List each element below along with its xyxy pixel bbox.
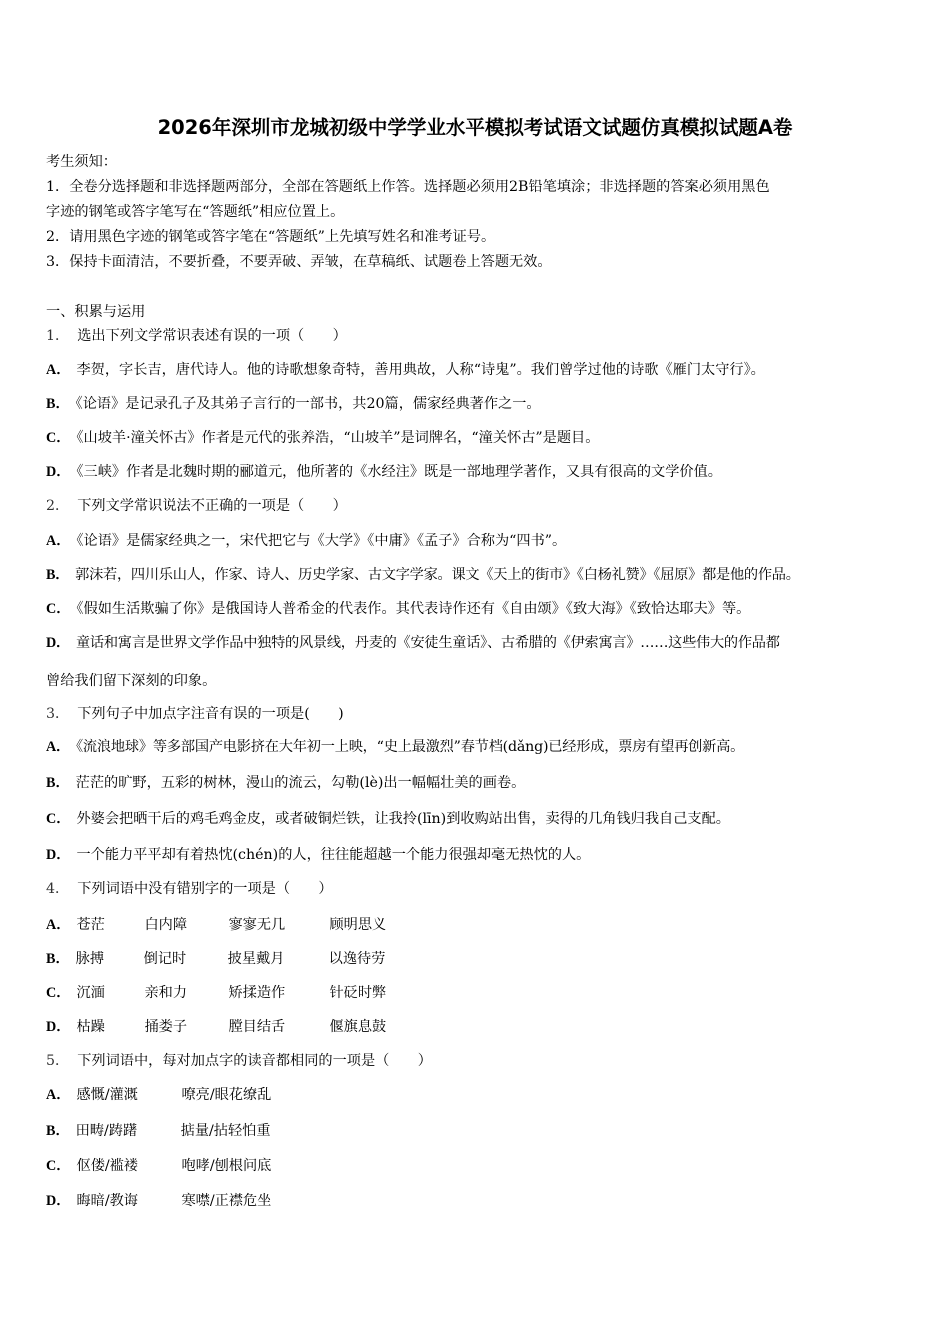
option-letter: A． [46, 917, 71, 933]
option-letter: C． [46, 811, 71, 827]
notice-item-1-line-1: 1．全卷分选择题和非选择题两部分，全部在答题纸上作答。选择题必须用2B铅笔填涂；非选择题的答案必须用黑色 [46, 179, 770, 195]
option-word: 偃旗息鼓 [329, 1019, 387, 1035]
option-word: 白内障 [144, 917, 188, 933]
question-number: 1． [46, 328, 70, 344]
question-4-option-a [46, 916, 386, 934]
option-word: 脉搏 [75, 951, 105, 967]
notice-heading: 考生须知： [46, 154, 117, 170]
question-1-option-d [46, 463, 722, 481]
question-2-option-d [46, 634, 780, 652]
option-word: 膛目结舌 [228, 1019, 286, 1035]
option-pair: 田畴/踌躇 [75, 1123, 138, 1139]
question-1-stem [46, 327, 347, 345]
option-pair: 伛偻/褴褛 [76, 1158, 138, 1174]
option-letter: C． [46, 601, 71, 617]
option-word: 顾明思义 [329, 917, 387, 933]
option-letter: A． [46, 533, 71, 549]
notice-item-1-line-2: 字迹的钢笔或答字笔写在“答题纸”相应位置上。 [46, 204, 345, 220]
option-word: 倒记时 [143, 951, 187, 967]
option-pair: 嘹亮/眼花缭乱 [181, 1087, 272, 1103]
option-word: 亲和力 [144, 985, 188, 1001]
option-letter: D． [46, 464, 71, 480]
option-pair: 晦暗/教诲 [76, 1193, 138, 1209]
option-text: 外婆会把晒干后的鸡毛鸡金皮，或者破铜烂铁，让我拎(līn)到收购站出售，卖得的几角钱归我自己支配。 [76, 811, 730, 827]
question-3-option-d [46, 846, 590, 864]
question-3-option-c [46, 810, 730, 828]
option-letter: D． [46, 847, 71, 863]
question-2-option-c [46, 600, 750, 618]
option-text: 《三峡》作者是北魏时期的郦道元，他所著的《水经注》既是一部地理学著作，又具有很高的文学价值。 [76, 464, 722, 480]
question-number: 5． [46, 1053, 70, 1069]
option-letter: C． [46, 1158, 71, 1174]
question-text: 下列文学常识说法不正确的一项是（ ） [77, 498, 347, 514]
question-5-option-b [46, 1122, 271, 1140]
question-5-option-d [46, 1192, 271, 1210]
question-1-option-a [46, 361, 765, 379]
option-word: 枯躁 [76, 1019, 105, 1035]
option-word: 以逸待劳 [328, 951, 386, 967]
section-heading: 一、积累与运用 [46, 304, 146, 320]
question-4-option-d [46, 1018, 386, 1036]
option-letter: A． [46, 739, 71, 755]
option-letter: B． [46, 951, 70, 967]
question-2-option-a [46, 532, 566, 550]
option-text: 童话和寓言是世界文学作品中独特的风景线，丹麦的《安徒生童话》、古希腊的《伊索寓言》……这些伟大的作品都 [75, 635, 780, 651]
option-text: 茫茫的旷野，五彩的树林，漫山的流云，勾勒(lè)出一幅幅壮美的画卷。 [75, 775, 526, 791]
question-5-option-a [46, 1086, 271, 1104]
option-letter: A． [46, 362, 71, 378]
question-4-stem [46, 880, 333, 898]
option-word: 针砭时弊 [329, 985, 387, 1001]
option-pair: 感慨/灌溉 [76, 1087, 138, 1103]
option-word: 捅娄子 [144, 1019, 188, 1035]
option-text: 《流浪地球》等多部国产电影挤在大年初一上映，“史上最激烈”春节档(dǎng)已经形成，票房有望再创新高。 [76, 739, 745, 755]
question-3-stem [46, 705, 344, 723]
option-letter: C． [46, 985, 71, 1001]
option-word: 沉湎 [76, 985, 105, 1001]
option-letter: B． [46, 567, 70, 583]
notice-item-2: 2．请用黑色字迹的钢笔或答字笔在“答题纸”上先填写姓名和准考证号。 [46, 229, 496, 245]
question-2-option-b [46, 566, 800, 584]
option-text: 《山坡羊·潼关怀古》作者是元代的张养浩，“山坡羊”是词牌名，“潼关怀古”是题目。 [76, 430, 600, 446]
option-text: 李贺，字长吉，唐代诗人。他的诗歌想象奇特，善用典故，人称“诗鬼”。我们曾学过他的诗歌《雁门太守行》。 [76, 362, 765, 378]
option-letter: D． [46, 635, 70, 651]
question-3-option-a [46, 738, 744, 756]
question-text: 下列句子中加点字注音有误的一项是( ) [77, 706, 344, 722]
option-text: 郭沫若，四川乐山人，作家、诗人、历史学家、古文字学家。课文《天上的街市》《白杨礼赞》《屈原》都是他的作品。 [75, 567, 800, 583]
option-text: 《论语》是儒家经典之一，宋代把它与《大学》《中庸》《孟子》合称为“四书”。 [76, 533, 567, 549]
option-pair: 咆哮/刨根问底 [181, 1158, 272, 1174]
question-5-stem [46, 1052, 432, 1070]
option-word: 苍茫 [76, 917, 105, 933]
option-pair: 寒噤/正襟危坐 [181, 1193, 272, 1209]
question-3-option-b [46, 774, 525, 792]
option-word: 寥寥无几 [228, 917, 286, 933]
question-2-stem [46, 497, 347, 515]
page-title: 2026年深圳市龙城初级中学学业水平模拟考试语文试题仿真模拟试题A卷 [157, 116, 793, 139]
option-letter: D． [46, 1193, 71, 1209]
question-4-option-c [46, 984, 386, 1002]
option-text: 一个能力平平却有着热忱(chén)的人，往往能超越一个能力很强却毫无热忱的人。 [76, 847, 591, 863]
option-letter: C． [46, 430, 71, 446]
option-letter: B． [46, 775, 70, 791]
notice-item-3: 3．保持卡面清洁，不要折叠，不要弄破、弄皱，在草稿纸、试题卷上答题无效。 [46, 254, 552, 270]
question-number: 3． [46, 706, 70, 722]
option-pair: 掂量/拈轻怕重 [180, 1123, 271, 1139]
option-text: 《假如生活欺骗了你》是俄国诗人普希金的代表作。其代表诗作还有《自由颂》《致大海》《致恰达耶夫》等。 [76, 601, 751, 617]
question-2-option-d-continued: 曾给我们留下深刻的印象。 [46, 673, 217, 689]
question-number: 2． [46, 498, 70, 514]
option-letter: D． [46, 1019, 71, 1035]
option-letter: B． [46, 1123, 70, 1139]
question-text: 下列词语中没有错别字的一项是（ ） [77, 881, 333, 897]
question-text: 下列词语中，每对加点字的读音都相同的一项是（ ） [77, 1053, 432, 1069]
question-5-option-c [46, 1157, 271, 1175]
option-letter: B． [46, 396, 70, 412]
option-word: 披星戴月 [227, 951, 285, 967]
question-number: 4． [46, 881, 70, 897]
question-4-option-b [46, 950, 385, 968]
question-1-option-b [46, 395, 541, 413]
question-text: 选出下列文学常识表述有误的一项（ ） [77, 328, 347, 344]
question-1-option-c [46, 429, 599, 447]
option-text: 《论语》是记录孔子及其弟子言行的一部书，共20篇，儒家经典著作之一。 [75, 396, 541, 412]
option-letter: A． [46, 1087, 71, 1103]
option-word: 矫揉造作 [228, 985, 286, 1001]
